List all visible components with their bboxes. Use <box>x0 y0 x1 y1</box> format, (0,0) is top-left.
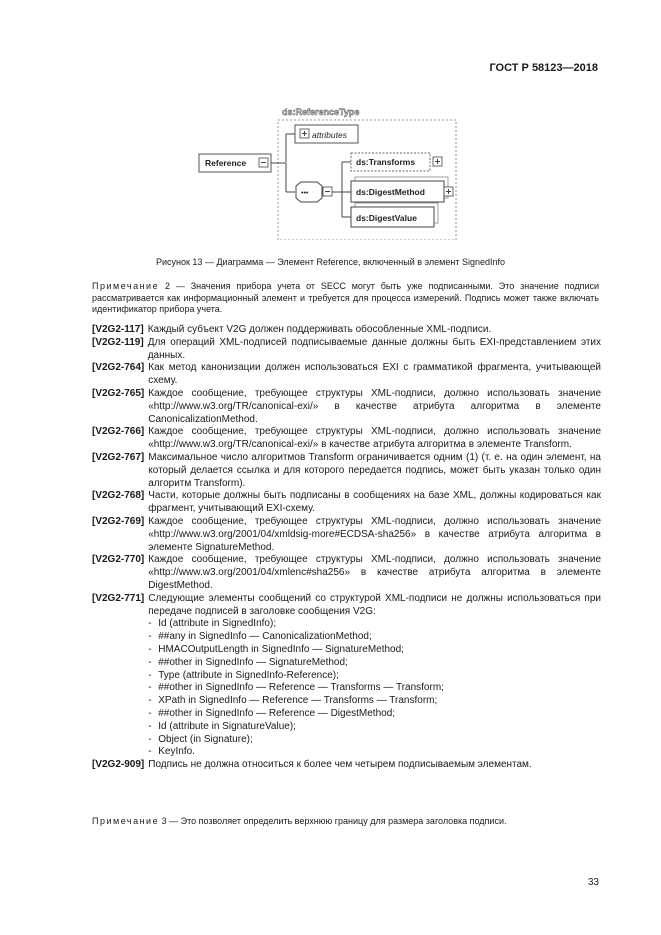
requirement-id: [V2G2-770] <box>92 554 145 566</box>
transforms-element <box>351 153 442 171</box>
note-2-text: 2 — Значения прибора учета от SECC могут быть уже подписанными. Это значение подписи рассматривается как информационный элемент и требуется для процесса измерений. Подпись может также включать идентификатор прибора учета. <box>92 281 599 314</box>
requirement-id: [V2G2-768] <box>92 490 145 502</box>
requirement-text: Максимальное число алгоритмов Transform ограничивается одним (1) (т. е. на один элемент, на который делается ссылка и для которого передается подпись, может быть указан только один алгоритм Transform). <box>148 451 601 489</box>
list-item: - Object (in Signature); <box>148 734 601 747</box>
reference-element-label: Reference <box>205 158 247 168</box>
requirement-765 <box>92 388 601 426</box>
list-item: - KeyInfo. <box>148 746 601 759</box>
requirement-text: Подпись не должна относиться к более чем четырем подписываемым элементам. <box>148 759 532 771</box>
requirement-id: [V2G2-765] <box>92 387 145 399</box>
requirement-119 <box>92 337 601 363</box>
excluded-elements-list <box>148 618 601 759</box>
requirement-771 <box>92 593 601 759</box>
attributes-box <box>295 125 358 143</box>
requirement-767 <box>92 452 601 490</box>
note-2 <box>92 281 599 316</box>
requirement-text: Следующие элементы сообщений со структурой XML-подписи не должны использоваться при передаче подписей в заголовке сообщения V2G: <box>148 592 601 617</box>
requirement-text: Для операций XML-подписей подписываемые данные должны быть EXI-представлением этих данных. <box>147 336 601 361</box>
note-3 <box>92 816 599 828</box>
requirement-id: [V2G2-769] <box>92 515 145 527</box>
list-item: - Type (attribute in SignedInfo-Reference); <box>148 670 601 683</box>
list-item: - ##other in SignedInfo — SignatureMethod; <box>148 657 601 670</box>
digest-method-element <box>351 177 453 202</box>
requirement-text: Каждое сообщение, требующее структуры XML-подписи, должно использовать значение «http://www.w3.org/TR/canonical-exi/» в качестве атрибута алгоритма в элементе Transform. <box>148 426 601 451</box>
standard-header: ГОСТ Р 58123—2018 <box>489 62 598 74</box>
attributes-label: attributes <box>312 130 347 140</box>
requirement-id: [V2G2-766] <box>92 426 145 438</box>
requirement-text: Как метод канонизации должен использоваться EXI с грамматикой фрагмента, учитывающей схему. <box>148 362 601 387</box>
digest-value-element <box>351 203 438 227</box>
requirement-text: Каждое сообщение, требующее структуры XML-подписи, должно использовать значение «http://www.w3.org/2001/04/xmlenc#sha256» в качестве атрибута алгоритма в элементе DigestMethod. <box>148 554 601 591</box>
requirement-768 <box>92 490 601 516</box>
requirement-766 <box>92 426 601 452</box>
note-2-label: Примечание <box>92 281 160 291</box>
list-item: - Id (attribute in SignedInfo); <box>148 618 601 631</box>
requirement-id: [V2G2-771] <box>92 592 145 604</box>
requirement-text: Части, которые должны быть подписаны в сообщениях на базе XML, должны кодироваться как фрагмент, учитывающий EXI-схему. <box>148 490 601 515</box>
requirement-text: Каждое сообщение, требующее структуры XML-подписи, должно использовать значение «http://www.w3.org/2001/04/xmldsig-more#ECDSA-sha256» в качестве атрибута алгоритма в элементе SignatureMethod. <box>148 515 601 553</box>
requirement-id: [V2G2-764] <box>92 362 145 374</box>
requirement-text: Каждое сообщение, требующее структуры XML-подписи, должно использовать значение «http://www.w3.org/TR/canonical-exi/» в качестве атрибута алгоритма в элементе CanonicalizationMethod. <box>148 387 601 425</box>
digest-value-label: ds:DigestValue <box>356 213 417 223</box>
list-item: - ##any in SignedInfo — CanonicalizationMethod; <box>148 631 601 644</box>
requirement-id: [V2G2-117] <box>92 324 144 335</box>
figure-caption: Рисунок 13 — Диаграмма — Элемент Reference, включенный в элемент SignedInfo <box>155 257 505 267</box>
requirement-117 <box>92 324 601 337</box>
sequence-glyph: ••• <box>301 190 309 197</box>
requirement-764 <box>92 362 601 388</box>
requirement-body <box>148 593 601 759</box>
page-number: 33 <box>587 877 599 888</box>
requirement-770 <box>92 554 601 592</box>
requirement-769 <box>92 516 601 554</box>
requirement-id: [V2G2-767] <box>92 451 145 463</box>
requirement-id: [V2G2-909] <box>92 759 145 771</box>
requirement-id: [V2G2-119] <box>92 336 144 348</box>
list-item: - ##other in SignedInfo — Reference — Transforms — Transform; <box>148 682 601 695</box>
list-item: - ##other in SignedInfo — Reference — DigestMethod; <box>148 708 601 721</box>
note-3-label: Примечание <box>92 816 160 826</box>
list-item: - Id (attribute in SignatureValue); <box>148 721 601 734</box>
list-item: - HMACOutputLength in SignedInfo — SignatureMethod; <box>148 644 601 657</box>
schema-diagram <box>180 100 480 240</box>
requirement-text: Каждый субъект V2G должен поддерживать обособленные XML-подписи. <box>147 324 492 335</box>
note-3-text: 3 — Это позволяет определить верхнюю границу для размера заголовка подписи. <box>159 816 507 826</box>
list-item: - XPath in SignedInfo — Reference — Transforms — Transform; <box>148 695 601 708</box>
reference-element-box <box>199 154 271 172</box>
reference-type-label: ds:ReferenceType <box>282 107 360 117</box>
digest-method-label: ds:DigestMethod <box>356 187 425 197</box>
sequence-compositor <box>296 182 332 202</box>
requirement-909 <box>92 759 601 772</box>
requirements-list <box>92 324 601 772</box>
transforms-label: ds:Transforms <box>356 157 416 167</box>
